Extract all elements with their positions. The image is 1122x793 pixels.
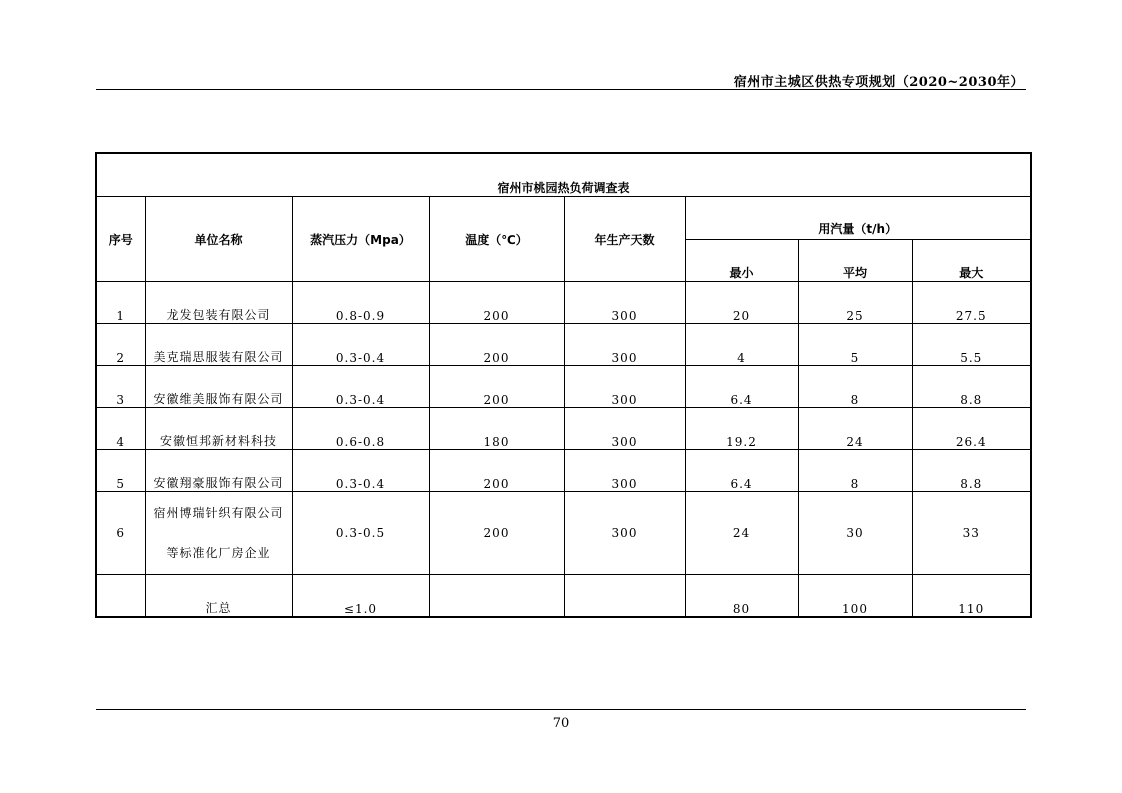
cell-max: 8.8 <box>912 366 1031 408</box>
cell-temperature: 200 <box>429 366 564 408</box>
page-number: 70 <box>552 716 570 731</box>
cell-min: 4 <box>685 324 798 366</box>
header-no: 序号 <box>96 197 145 282</box>
cell-total-label: 汇总 <box>145 575 292 618</box>
running-header-title: 宿州市主城区供热专项规划（2020~2030年） <box>733 75 1024 90</box>
cell-total-temperature-empty <box>429 575 564 618</box>
header-rule <box>96 89 1026 90</box>
cell-no: 6 <box>96 492 145 575</box>
cell-avg: 8 <box>798 450 912 492</box>
cell-name-line-1: 宿州博瑞针织有限公司 <box>153 506 284 520</box>
cell-no: 3 <box>96 366 145 408</box>
table-row <box>96 282 1031 324</box>
cell-days: 300 <box>564 366 685 408</box>
cell-avg: 5 <box>798 324 912 366</box>
cell-avg: 25 <box>798 282 912 324</box>
cell-pressure: 0.3-0.4 <box>292 450 429 492</box>
cell-no: 5 <box>96 450 145 492</box>
cell-temperature: 200 <box>429 282 564 324</box>
cell-name: 美克瑞思服装有限公司 <box>145 324 292 366</box>
table-total-row <box>96 575 1031 618</box>
header-steam-usage: 用汽量（t/h） <box>685 197 1031 240</box>
header-avg: 平均 <box>798 240 912 282</box>
cell-max: 33 <box>912 492 1031 575</box>
header-production-days: 年生产天数 <box>564 197 685 282</box>
header-unit-name: 单位名称 <box>145 197 292 282</box>
cell-days: 300 <box>564 324 685 366</box>
cell-temperature: 200 <box>429 324 564 366</box>
cell-max: 27.5 <box>912 282 1031 324</box>
cell-min: 20 <box>685 282 798 324</box>
table-row <box>96 450 1031 492</box>
cell-no: 1 <box>96 282 145 324</box>
header-pressure: 蒸汽压力（Mpa） <box>292 197 429 282</box>
cell-name <box>145 492 292 575</box>
cell-min: 6.4 <box>685 450 798 492</box>
cell-days: 300 <box>564 408 685 450</box>
header-temperature: 温度（℃） <box>429 197 564 282</box>
cell-name: 安徽维美服饰有限公司 <box>145 366 292 408</box>
cell-name-line-2: 等标准化厂房企业 <box>166 546 271 560</box>
cell-avg: 24 <box>798 408 912 450</box>
cell-temperature: 200 <box>429 492 564 575</box>
cell-temperature: 200 <box>429 450 564 492</box>
cell-temperature: 180 <box>429 408 564 450</box>
cell-min: 6.4 <box>685 366 798 408</box>
cell-pressure: 0.3-0.4 <box>292 324 429 366</box>
cell-no: 4 <box>96 408 145 450</box>
table-row <box>96 492 1031 575</box>
cell-total-avg: 100 <box>798 575 912 618</box>
cell-max: 8.8 <box>912 450 1031 492</box>
cell-total-min: 80 <box>685 575 798 618</box>
cell-no: 2 <box>96 324 145 366</box>
cell-avg: 30 <box>798 492 912 575</box>
cell-days: 300 <box>564 282 685 324</box>
cell-pressure: 0.3-0.5 <box>292 492 429 575</box>
header-max: 最大 <box>912 240 1031 282</box>
cell-name: 龙发包装有限公司 <box>145 282 292 324</box>
cell-no-empty <box>96 575 145 618</box>
cell-pressure: 0.8-0.9 <box>292 282 429 324</box>
table-row <box>96 366 1031 408</box>
cell-total-max: 110 <box>912 575 1031 618</box>
cell-avg: 8 <box>798 366 912 408</box>
cell-max: 5.5 <box>912 324 1031 366</box>
footer-rule <box>96 709 1026 710</box>
heat-load-survey-table <box>95 152 1032 618</box>
cell-name: 安徽恒邦新材料科技 <box>145 408 292 450</box>
table-row <box>96 408 1031 450</box>
cell-name: 安徽翔豪服饰有限公司 <box>145 450 292 492</box>
cell-pressure: 0.6-0.8 <box>292 408 429 450</box>
table-row <box>96 324 1031 366</box>
cell-max: 26.4 <box>912 408 1031 450</box>
cell-total-days-empty <box>564 575 685 618</box>
cell-total-pressure: ≤1.0 <box>292 575 429 618</box>
cell-days: 300 <box>564 450 685 492</box>
header-min: 最小 <box>685 240 798 282</box>
cell-min: 24 <box>685 492 798 575</box>
cell-pressure: 0.3-0.4 <box>292 366 429 408</box>
cell-days: 300 <box>564 492 685 575</box>
table-caption: 宿州市桃园热负荷调查表 <box>96 153 1031 197</box>
cell-min: 19.2 <box>685 408 798 450</box>
